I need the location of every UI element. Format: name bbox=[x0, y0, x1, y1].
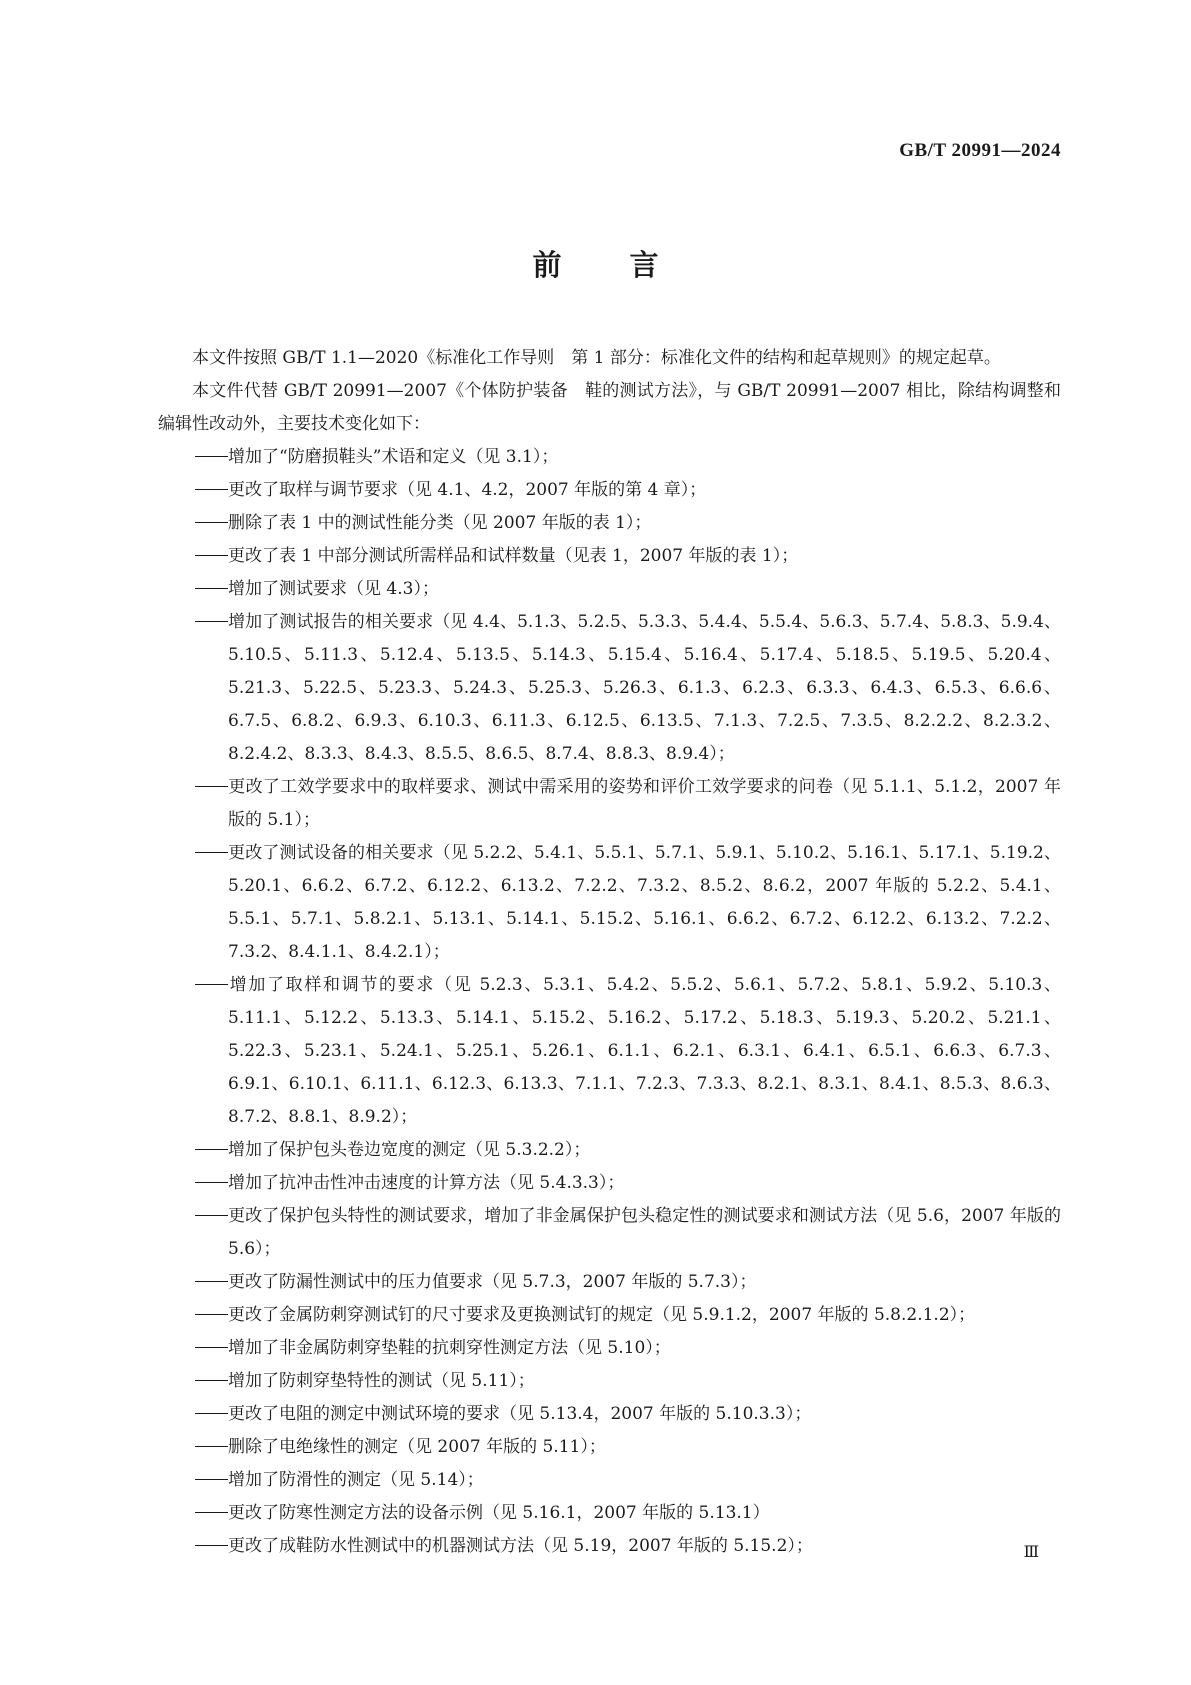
change-list-item-text: 更改了取样与调节要求（见 4.1、4.2，2007 年版的第 4 章）； bbox=[228, 480, 707, 500]
change-list-item bbox=[158, 1365, 1061, 1398]
change-list-item bbox=[158, 1530, 1061, 1563]
change-list-item bbox=[158, 606, 1061, 771]
change-list-item-text: 更改了电阻的测定中测试环境的要求（见 5.13.4，2007 年版的 5.10.3.3）； bbox=[228, 1404, 812, 1424]
dash-marker bbox=[195, 1266, 228, 1299]
change-list-item-text: 更改了防寒性测定方法的设备示例（见 5.16.1，2007 年版的 5.13.1） bbox=[228, 1503, 770, 1523]
dash-marker bbox=[195, 1167, 228, 1200]
change-list-item-text: 更改了工效学要求中的取样要求、测试中需采用的姿势和评价工效学要求的问卷（见 5.1.1、5.1.2，2007 年版的 5.1）； bbox=[228, 777, 1061, 830]
change-list-item-text: 增加了测试报告的相关要求（见 4.4、5.1.3、5.2.5、5.3.3、5.4.4、5.5.4、5.6.3、5.7.4、5.8.3、5.9.4、5.10.5、5.11.3、5.12.4、5.13.5、5.14.3、5.15.4、5.16.4、5.17.4、5.18.5、5.19.5、5.20.4、5.21.3、5.22.5、5.23.3、5.24.3、5.25.3、5.26.3、6.1.3、6.2.3、6.3.3、6.4.3、6.5.3、6.6.6、6.7.5、6.8.2、6.9.3、6.10.3、6.11.3、6.12.5、6.13.5、7.1.3、7.2.5、7.3.5、8.2.2.2、8.2.3.2、8.2.4.2、8.3.3、8.4.3、8.5.5、8.6.5、8.7.4、8.8.3、8.9.4）； bbox=[228, 612, 1061, 764]
dash-marker bbox=[195, 1398, 228, 1431]
dash-marker bbox=[195, 474, 228, 507]
page-title bbox=[0, 243, 1191, 284]
dash-marker bbox=[195, 540, 228, 573]
change-list-item bbox=[158, 1431, 1061, 1464]
change-list-item-text: 更改了金属防刺穿测试钉的尺寸要求及更换测试钉的规定（见 5.9.1.2，2007 年版的 5.8.2.1.2）； bbox=[228, 1305, 976, 1325]
title-char-right: 言 bbox=[629, 248, 659, 282]
dash-marker bbox=[195, 1431, 228, 1464]
dash-marker bbox=[195, 1200, 228, 1233]
change-list-item-text: 更改了保护包头特性的测试要求，增加了非金属保护包头稳定性的测试要求和测试方法（见 5.6，2007 年版的 5.6）； bbox=[228, 1206, 1061, 1259]
change-list-item bbox=[158, 771, 1061, 837]
change-list-item bbox=[158, 1332, 1061, 1365]
standard-number: GB/T 20991—2024 bbox=[899, 140, 1061, 161]
change-list-item bbox=[158, 540, 1061, 573]
title-char-left: 前 bbox=[532, 248, 562, 282]
dash-marker bbox=[195, 1332, 228, 1365]
change-list-item bbox=[158, 1200, 1061, 1266]
change-list-item bbox=[158, 1266, 1061, 1299]
change-list bbox=[158, 441, 1061, 1563]
dash-marker bbox=[195, 837, 228, 870]
change-list-item-text: 更改了防漏性测试中的压力值要求（见 5.7.3，2007 年版的 5.7.3）； bbox=[228, 1272, 757, 1292]
change-list-item-text: 增加了防滑性的测定（见 5.14）； bbox=[228, 1470, 484, 1490]
change-list-item bbox=[158, 573, 1061, 606]
change-list-item bbox=[158, 1464, 1061, 1497]
change-list-item-text: 更改了表 1 中部分测试所需样品和试样数量（见表 1，2007 年版的表 1）； bbox=[228, 546, 799, 566]
change-list-item-text: 更改了成鞋防水性测试中的机器测试方法（见 5.19，2007 年版的 5.15.2）； bbox=[228, 1536, 813, 1556]
page-number: Ⅲ bbox=[1023, 1544, 1039, 1561]
dash-marker bbox=[195, 1530, 228, 1563]
change-list-item-text: 增加了抗冲击性冲击速度的计算方法（见 5.4.3.3）； bbox=[228, 1173, 625, 1193]
dash-marker bbox=[195, 606, 228, 639]
dash-marker bbox=[195, 1134, 228, 1167]
change-list-item bbox=[158, 1398, 1061, 1431]
change-list-item bbox=[158, 507, 1061, 540]
dash-marker bbox=[195, 969, 228, 1002]
change-list-item bbox=[158, 474, 1061, 507]
change-list-item bbox=[158, 1134, 1061, 1167]
change-list-item-text: 增加了非金属防刺穿垫鞋的抗刺穿性测定方法（见 5.10）； bbox=[228, 1338, 671, 1358]
change-list-item-text: 增加了保护包头卷边宽度的测定（见 5.3.2.2）； bbox=[228, 1140, 591, 1160]
foreword-paragraph: 本文件代替 GB/T 20991—2007《个体防护装备 鞋的测试方法》，与 GB/T 20991—2007 相比，除结构调整和编辑性改动外，主要技术变化如下： bbox=[158, 381, 1061, 434]
dash-marker bbox=[195, 1299, 228, 1332]
foreword-body bbox=[158, 342, 1061, 1563]
dash-marker bbox=[195, 1464, 228, 1497]
dash-marker bbox=[195, 1365, 228, 1398]
change-list-item-text: 增加了防刺穿垫特性的测试（见 5.11）； bbox=[228, 1371, 535, 1391]
change-list-item-text: 删除了电绝缘性的测定（见 2007 年版的 5.11）； bbox=[228, 1437, 606, 1457]
change-list-item-text: 增加了测试要求（见 4.3）； bbox=[228, 579, 439, 599]
dash-marker bbox=[195, 441, 228, 474]
dash-marker bbox=[195, 1497, 228, 1530]
change-list-item bbox=[158, 837, 1061, 969]
change-list-item-text: 删除了表 1 中的测试性能分类（见 2007 年版的表 1）； bbox=[228, 513, 652, 533]
dash-marker bbox=[195, 507, 228, 540]
dash-marker bbox=[195, 573, 228, 606]
change-list-item bbox=[158, 1167, 1061, 1200]
dash-marker bbox=[195, 771, 228, 804]
change-list-item-text: 增加了“防磨损鞋头”术语和定义（见 3.1）； bbox=[228, 447, 559, 467]
change-list-item bbox=[158, 1299, 1061, 1332]
change-list-item-text: 增加了取样和调节的要求（见 5.2.3、5.3.1、5.4.2、5.5.2、5.6.1、5.7.2、5.8.1、5.9.2、5.10.3、5.11.1、5.12.2、5.13.3、5.14.1、5.15.2、5.16.2、5.17.2、5.18.3、5.19.3、5.20.2、5.21.1、5.22.3、5.23.1、5.24.1、5.25.1、5.26.1、6.1.1、6.2.1、6.3.1、6.4.1、6.5.1、6.6.3、6.7.3、6.9.1、6.10.1、6.11.1、6.12.3、6.13.3、7.1.1、7.2.3、7.3.3、8.2.1、8.3.1、8.4.1、8.5.3、8.6.3、8.7.2、8.8.1、8.9.2）； bbox=[228, 975, 1061, 1127]
change-list-item bbox=[158, 441, 1061, 474]
change-list-item-text: 更改了测试设备的相关要求（见 5.2.2、5.4.1、5.5.1、5.7.1、5.9.1、5.10.2、5.16.1、5.17.1、5.19.2、5.20.1、6.6.2、6.7.2、6.12.2、6.13.2、7.2.2、7.3.2、8.5.2、8.6.2，2007 年版的 5.2.2、5.4.1、5.5.1、5.7.1、5.8.2.1、5.13.1、5.14.1、5.15.2、5.16.1、6.6.2、6.7.2、6.12.2、6.13.2、7.2.2、7.3.2、8.4.1.1、8.4.2.1）； bbox=[228, 843, 1061, 962]
foreword-paragraph: 本文件按照 GB/T 1.1—2020《标准化工作导则 第 1 部分：标准化文件的结构和起草规则》的规定起草。 bbox=[192, 348, 1001, 368]
change-list-item bbox=[158, 969, 1061, 1134]
change-list-item bbox=[158, 1497, 1061, 1530]
